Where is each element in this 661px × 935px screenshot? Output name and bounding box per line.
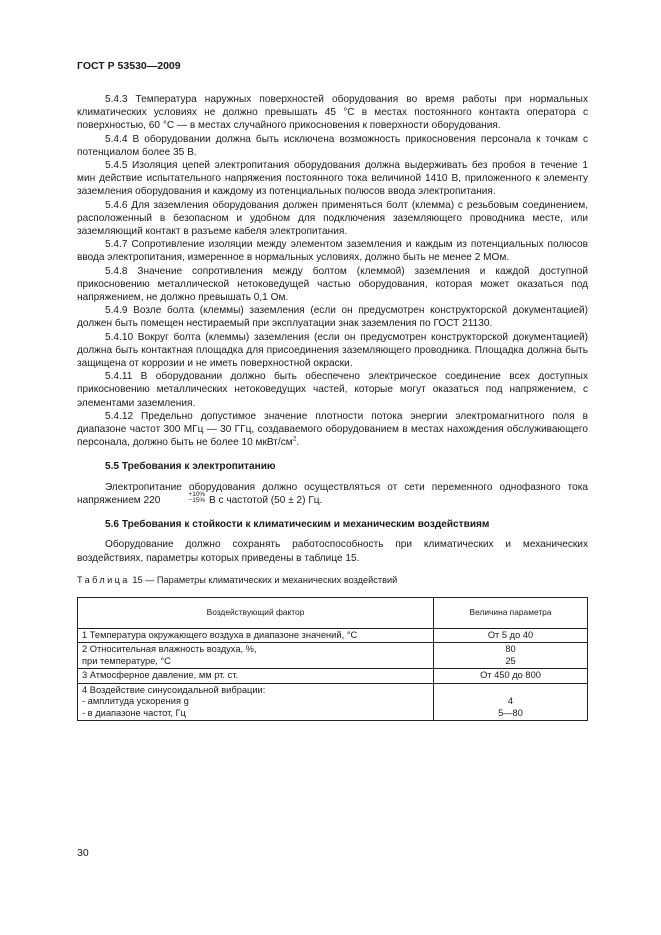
document-header: ГОСТ Р 53530—2009 [77, 60, 181, 72]
paragraph-5-4-3: 5.4.3 Температура наружных поверхностей оборудования во время работы при нормальных климатических условиях не должно превышать 45 °С в местах постоянного контакта оператора с поверхностью, 60 °С — в местах случайного прикосновения к поверхности оборудования. [77, 94, 588, 132]
table-row [78, 628, 588, 643]
header-value: Величина параметра [434, 597, 588, 628]
paragraph-5-4-12 [77, 410, 588, 450]
value-cell [434, 628, 588, 643]
paragraph-5-4-5: 5.4.5 Изоляция цепей электропитания оборудования должна выдерживать без пробоя в течение 1 мин действие испытательного напряжения постоянного тока величиной 1410 В, приложенного к элементу заземления оборудования и каждому из потенциальных полюсов ввода электропитания. [77, 160, 588, 198]
header-factor: Воздействующий фактор [78, 597, 434, 628]
paragraph-5-5-text-end: В с частотой (50 ± 2) Гц. [206, 494, 323, 506]
page-number: 30 [77, 847, 89, 859]
factor-cell [78, 643, 434, 669]
factor-cell [78, 683, 434, 721]
paragraph-5-4-10: 5.4.10 Вокруг болта (клеммы) заземления (если он предусмотрен конструкторской документацией) должна быть контактная площадка для присоединения заземляющего проводника. Площадка должна быть защищена от коррозии и не иметь поверхностной окраски. [77, 331, 588, 370]
section-5-6-title: 5.6 Требования к стойкости к климатическим и механическим воздействиям [105, 519, 490, 531]
value-line: 25 [505, 655, 516, 666]
table-caption [77, 574, 588, 587]
value-line: От 450 до 800 [480, 670, 541, 681]
paragraph-5-4-8: 5.4.8 Значение сопротивления между болтом (клеммой) заземления и каждой доступной прикосновению металлической нетоковедущей частью оборудования, которая может оказаться под напряжением, не должно превышать 0,1 Ом. [77, 265, 588, 304]
paragraph-5-4-12-text: 5.4.12 Предельно допустимое значение плотности потока энергии электромагнитного поля в диапазоне частот 300 МГц — 30 ГГц, создаваемого оборудованием в местах нахождения обслуживающего персонала, должно быть не более 10 мкВт/см [77, 410, 588, 449]
table-caption-title: 15 — Параметры климатических и механических воздействий [129, 574, 398, 585]
factor-line: 1 Температура окружающего воздуха в диапазоне значений, °С [82, 629, 358, 640]
table-row [78, 669, 588, 684]
paragraph-5-4-12-end: . [296, 437, 300, 449]
parameters-table [77, 597, 588, 722]
paragraph-5-5-text: Электропитание оборудования должно осуществляться от сети переменного однофазного тока напряжением 220 [77, 481, 588, 506]
factor-line: 4 Воздействие синусоидальной вибрации: [82, 684, 266, 695]
paragraph-5-5 [77, 481, 588, 507]
table-caption-label: Таблица [77, 574, 130, 585]
value-line: 80 [505, 644, 516, 655]
factor-line: 3 Атмосферное давление, мм рт. ст. [82, 670, 239, 681]
factor-line: - в диапазоне частот, Гц [82, 707, 186, 718]
factor-line: 2 Относительная влажность воздуха, %, [82, 644, 257, 655]
factor-line: при температуре, °С [82, 655, 171, 666]
tolerance-plus: +10% [188, 491, 206, 499]
factor-cell [78, 669, 434, 684]
section-5-5-title: 5.5 Требования к электропитанию [105, 461, 276, 473]
factor-cell [78, 628, 434, 643]
factor-line: - амплитуда ускорения g [82, 696, 189, 707]
paragraph-5-4-6: 5.4.6 Для заземления оборудования должен применяться болт (клемма) с резьбовым соединением, расположенный в безопасном и удобном для подключения заземляющего проводника месте, или заземляющий контакт в разъеме кабеля электропитания. [77, 199, 588, 238]
paragraph-5-4-7: 5.4.7 Сопротивление изоляции между элементом заземления и каждым из потенциальных полюсов ввода электропитания, измеренное в нормальных условиях, должно быть не менее 2 МОм. [77, 239, 588, 264]
paragraph-5-4-4: 5.4.4 В оборудовании должна быть исключена возможность прикосновения персонала к точкам с потенциалом более 35 В. [77, 133, 588, 158]
value-line: 4 [507, 696, 514, 707]
unit-superscript: 2 [292, 435, 297, 443]
value-line [438, 685, 583, 697]
value-line: От 5 до 40 [487, 629, 534, 640]
table-row [78, 643, 588, 669]
voltage-tolerance [160, 492, 205, 504]
value-cell [434, 669, 588, 684]
paragraph-5-4-9: 5.4.9 Возле болта (клеммы) заземления (если он предусмотрен конструкторской документацией) должен быть помещен нестираемый при эксплуатации знак заземления по ГОСТ 21130. [77, 305, 588, 330]
tolerance-minus: −15% [188, 497, 206, 505]
value-cell [434, 683, 588, 721]
paragraph-5-4-11: 5.4.11 В оборудовании должно быть обеспечено электрическое соединение всех доступных прикосновению металлических нетоковедущих частей, которые могут оказаться под напряжением, с элементами заземления. [77, 371, 588, 409]
table-row [78, 683, 588, 721]
value-cell [434, 643, 588, 669]
value-line: 5—80 [498, 707, 523, 718]
table-header-row [78, 597, 588, 628]
paragraph-5-6: Оборудование должно сохранять работоспособность при климатических и механических воздействиях, параметры которых приведены в таблице 15. [77, 539, 588, 564]
page-content [77, 93, 588, 721]
